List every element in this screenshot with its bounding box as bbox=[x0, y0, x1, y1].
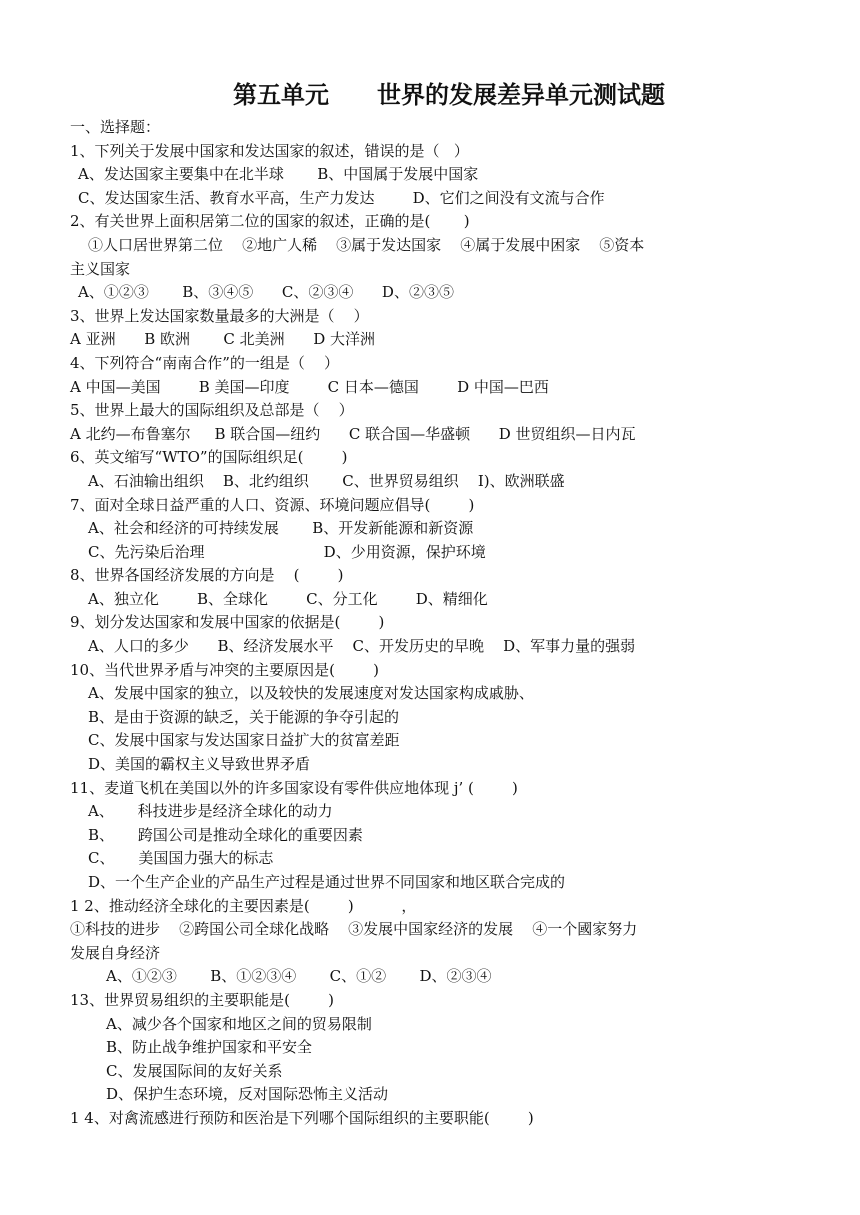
text-line: 1 4、对禽流感进行预防和医治是下列哪个国际组织的主要职能( ) bbox=[70, 1108, 534, 1127]
text-line: A、独立化 B、全球化 C、分工化 D、精细化 bbox=[88, 589, 488, 608]
text-line: 主义国家 bbox=[70, 259, 131, 278]
text-line: ①人口居世界第二位 ②地广人稀 ③属于发达国家 ④属于发展中困家 ⑤资本 bbox=[88, 235, 645, 254]
text-line: 7、面对全球日益严重的人口、资源、环境问题应倡导( ) bbox=[70, 495, 475, 514]
text-line: A、减少各个国家和地区之间的贸易限制 bbox=[106, 1014, 372, 1033]
text-line: A、社会和经济的可持续发展 B、开发新能源和新资源 bbox=[88, 519, 474, 538]
text-line: 一、选择题： bbox=[70, 118, 161, 136]
text-line: 发展自身经济 bbox=[70, 943, 161, 962]
text-line: C、发展中国家与发达国家日益扩大的贫富差距 bbox=[88, 731, 400, 750]
text-line: 6、英文缩写“WTO”的国际组织足( ) bbox=[70, 448, 348, 467]
text-line: 8、世界各国经济发展的方向是 ( ) bbox=[70, 566, 344, 585]
text-line: A 中国—美国 B 美国—印度 C 日本—德国 D 中国—巴西 bbox=[70, 377, 549, 396]
text-line: 1、下列关于发展中国家和发达国家的叙述，错误的是（ ） bbox=[70, 141, 469, 160]
text-line: 1 2、推动经济全球化的主要因素是( ) ， bbox=[70, 896, 417, 915]
text-line: A、石油输出组织 B、北约组织 C、世界贸易组织 I)、欧洲联盛 bbox=[88, 471, 565, 490]
text-line: A、人口的多少 B、经济发展水平 C、开发历史的早晚 D、军事力量的强弱 bbox=[88, 637, 636, 656]
text-line: B、 跨国公司是推动全球化的重要因素 bbox=[88, 825, 363, 844]
text-line: 4、下列符合“南南合作”的一组是（ ） bbox=[70, 353, 339, 372]
text-line: B、防止战争维护国家和平安全 bbox=[106, 1038, 313, 1057]
text-line: 5、世界上最大的国际组织及总部是（ ） bbox=[70, 401, 354, 420]
text-line: 13、世界贸易组织的主要职能是( ) bbox=[70, 990, 334, 1009]
text-line: 2、有关世界上面积居第二位的国家的叙述，正确的是( ) bbox=[70, 212, 470, 231]
text-line: C、发达国家生活、教育水平高，生产力发达 D、它们之间没有文流与合作 bbox=[78, 188, 605, 207]
text-line: C、发展国际间的友好关系 bbox=[106, 1061, 283, 1080]
text-line: D、一个生产企业的产品生产过程是通过世界不同国家和地区联合完成的 bbox=[88, 873, 566, 891]
question-list bbox=[70, 116, 820, 1131]
text-line: 9、划分发达国家和发展中国家的依据是( ) bbox=[70, 613, 385, 632]
text-line: A 北约—布鲁塞尔 B 联合国—纽约 C 联合国—华盛顿 D 世贸组织—日内瓦 bbox=[70, 424, 636, 443]
text-line: D、保护生态环境，反对国际恐怖主义活动 bbox=[106, 1085, 389, 1104]
page-title: 第五单元 世界的发展差异单元测试题 bbox=[233, 81, 665, 109]
text-line: 11、麦道飞机在美国以外的许多国家设有零件供应地体现 j’ ( ) bbox=[70, 778, 518, 797]
text-line: A、①②③ B、①②③④ C、①② D、②③④ bbox=[106, 967, 492, 986]
text-line: A、发展中国家的独立，以及较快的发展速度对发达国家构成戚胁、 bbox=[88, 684, 534, 703]
text-line: 10、当代世界矛盾与冲突的主要原因是( ) bbox=[70, 660, 379, 679]
text-line: B、是由于资源的缺乏，关于能源的争夺引起的 bbox=[88, 707, 400, 726]
text-line: 3、世界上发达国家数量最多的大洲是（ ） bbox=[70, 306, 369, 325]
text-line: A、①②③ B、③④⑤ C、②③④ D、②③⑤ bbox=[78, 283, 454, 302]
text-line: ①科技的进步 ②跨国公司全球化战略 ③发展中国家经济的发展 ④一个國家努力 bbox=[70, 920, 638, 939]
text-line: D、美国的霸权主义导致世界矛盾 bbox=[88, 755, 311, 774]
text-line: A、 科技进步是经济全球化的动力 bbox=[88, 802, 333, 821]
text-line: C、先污染后治理 D、少用资源，保护环境 bbox=[88, 542, 486, 561]
text-line: A 亚洲 B 欧洲 C 北美洲 D 大洋洲 bbox=[70, 330, 376, 349]
text-line: C、 美国国力强大的标志 bbox=[88, 849, 274, 868]
text-line: A、发达国家主要集中在北半球 B、中国属于发展中国家 bbox=[78, 165, 479, 184]
